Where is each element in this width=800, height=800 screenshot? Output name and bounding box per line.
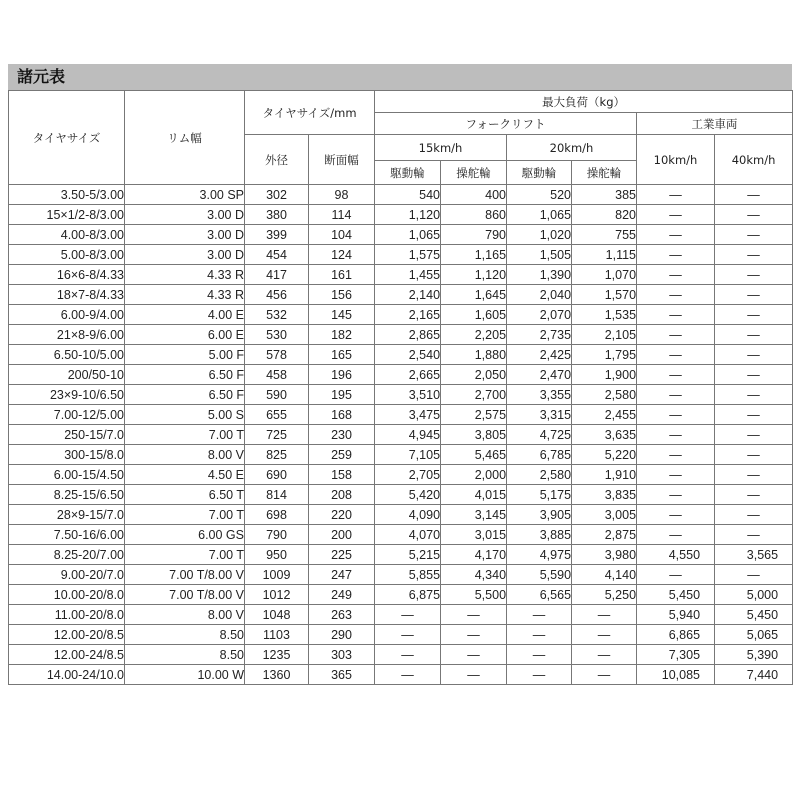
cell-load-15-drive: 3,475 (375, 405, 441, 425)
cell-load-15-steer: 860 (441, 205, 507, 225)
table-row (9, 285, 793, 305)
cell-rim-width: 6.50 T (125, 485, 245, 505)
cell-load-10-industrial: — (637, 465, 715, 485)
cell-load-40-industrial: — (715, 285, 793, 305)
cell-outer-diameter: 698 (245, 505, 309, 525)
cell-load-15-steer: 2,000 (441, 465, 507, 485)
cell-load-40-industrial: — (715, 425, 793, 445)
cell-outer-diameter: 950 (245, 545, 309, 565)
cell-load-20-steer: — (572, 665, 637, 685)
cell-rim-width: 7.00 T/8.00 V (125, 585, 245, 605)
cell-tire-size: 8.25-20/7.00 (9, 545, 125, 565)
cell-load-20-steer: 755 (572, 225, 637, 245)
cell-load-10-industrial: — (637, 225, 715, 245)
cell-load-40-industrial: — (715, 185, 793, 205)
cell-load-20-steer: 1,115 (572, 245, 637, 265)
cell-tire-size: 9.00-20/7.0 (9, 565, 125, 585)
cell-load-10-industrial: 6,865 (637, 625, 715, 645)
cell-load-40-industrial: — (715, 265, 793, 285)
cell-load-15-steer: 1,165 (441, 245, 507, 265)
cell-load-20-drive: 3,885 (507, 525, 572, 545)
cell-outer-diameter: 790 (245, 525, 309, 545)
cell-outer-diameter: 1012 (245, 585, 309, 605)
cell-load-20-drive: 3,315 (507, 405, 572, 425)
cell-load-15-drive: 7,105 (375, 445, 441, 465)
cell-load-15-drive: — (375, 645, 441, 665)
page-title: 諸元表 (8, 64, 792, 90)
cell-load-20-drive: 5,590 (507, 565, 572, 585)
table-row (9, 425, 793, 445)
cell-rim-width: 6.50 F (125, 365, 245, 385)
cell-load-15-steer: 3,015 (441, 525, 507, 545)
cell-load-20-steer: 820 (572, 205, 637, 225)
cell-load-15-steer: 1,120 (441, 265, 507, 285)
cell-rim-width: 7.00 T (125, 505, 245, 525)
cell-load-20-steer: 1,535 (572, 305, 637, 325)
cell-tire-size: 4.00-8/3.00 (9, 225, 125, 245)
cell-load-10-industrial: — (637, 325, 715, 345)
cell-load-20-steer: 2,580 (572, 385, 637, 405)
cell-rim-width: 3.00 D (125, 245, 245, 265)
cell-tire-size: 6.00-15/4.50 (9, 465, 125, 485)
cell-load-40-industrial: — (715, 245, 793, 265)
cell-tire-size: 12.00-24/8.5 (9, 645, 125, 665)
cell-load-10-industrial: — (637, 305, 715, 325)
cell-load-40-industrial: — (715, 205, 793, 225)
cell-load-20-drive: 4,725 (507, 425, 572, 445)
cell-tire-size: 7.00-12/5.00 (9, 405, 125, 425)
cell-load-15-steer: 4,015 (441, 485, 507, 505)
cell-load-10-industrial: 5,940 (637, 605, 715, 625)
cell-section-width: 220 (309, 505, 375, 525)
cell-load-15-drive: 1,575 (375, 245, 441, 265)
cell-load-20-steer: — (572, 605, 637, 625)
cell-rim-width: 3.00 SP (125, 185, 245, 205)
cell-load-20-drive: 520 (507, 185, 572, 205)
cell-outer-diameter: 456 (245, 285, 309, 305)
table-row (9, 185, 793, 205)
cell-load-10-industrial: 4,550 (637, 545, 715, 565)
cell-load-40-industrial: — (715, 225, 793, 245)
header-forklift: フォークリフト (375, 113, 637, 135)
cell-load-40-industrial: 5,450 (715, 605, 793, 625)
cell-rim-width: 7.00 T (125, 425, 245, 445)
cell-load-20-steer: 5,250 (572, 585, 637, 605)
cell-outer-diameter: 590 (245, 385, 309, 405)
cell-load-15-drive: 2,865 (375, 325, 441, 345)
cell-rim-width: 10.00 W (125, 665, 245, 685)
cell-load-20-steer: 3,980 (572, 545, 637, 565)
cell-load-20-drive: 2,735 (507, 325, 572, 345)
cell-tire-size: 5.00-8/3.00 (9, 245, 125, 265)
table-row (9, 505, 793, 525)
cell-section-width: 145 (309, 305, 375, 325)
cell-load-15-drive: 540 (375, 185, 441, 205)
cell-load-15-drive: 2,705 (375, 465, 441, 485)
cell-load-15-steer: 1,605 (441, 305, 507, 325)
cell-load-15-steer: 1,645 (441, 285, 507, 305)
cell-load-40-industrial: — (715, 385, 793, 405)
cell-outer-diameter: 399 (245, 225, 309, 245)
cell-load-15-steer: 790 (441, 225, 507, 245)
cell-load-10-industrial: — (637, 505, 715, 525)
table-row (9, 645, 793, 665)
spec-table (8, 90, 793, 685)
cell-load-40-industrial: — (715, 345, 793, 365)
table-row (9, 585, 793, 605)
cell-outer-diameter: 1009 (245, 565, 309, 585)
cell-load-40-industrial: — (715, 305, 793, 325)
cell-tire-size: 12.00-20/8.5 (9, 625, 125, 645)
cell-section-width: 161 (309, 265, 375, 285)
cell-outer-diameter: 1048 (245, 605, 309, 625)
table-row (9, 385, 793, 405)
cell-load-20-steer: 385 (572, 185, 637, 205)
cell-tire-size: 15×1/2-8/3.00 (9, 205, 125, 225)
cell-section-width: 182 (309, 325, 375, 345)
cell-load-20-drive: — (507, 645, 572, 665)
cell-load-20-steer: — (572, 625, 637, 645)
cell-tire-size: 16×6-8/4.33 (9, 265, 125, 285)
cell-load-15-steer: — (441, 605, 507, 625)
cell-load-20-steer: 2,105 (572, 325, 637, 345)
cell-load-15-drive: — (375, 665, 441, 685)
cell-load-10-industrial: — (637, 425, 715, 445)
cell-rim-width: 4.33 R (125, 285, 245, 305)
cell-tire-size: 11.00-20/8.0 (9, 605, 125, 625)
cell-tire-size: 10.00-20/8.0 (9, 585, 125, 605)
cell-load-10-industrial: — (637, 385, 715, 405)
cell-load-20-drive: 1,390 (507, 265, 572, 285)
cell-section-width: 249 (309, 585, 375, 605)
cell-load-15-drive: 6,875 (375, 585, 441, 605)
cell-load-10-industrial: — (637, 265, 715, 285)
cell-load-40-industrial: — (715, 505, 793, 525)
cell-load-20-steer: 1,910 (572, 465, 637, 485)
cell-section-width: 195 (309, 385, 375, 405)
cell-load-20-drive: 1,065 (507, 205, 572, 225)
cell-load-15-steer: 2,205 (441, 325, 507, 345)
cell-load-40-industrial: — (715, 565, 793, 585)
cell-load-40-industrial: 5,065 (715, 625, 793, 645)
cell-load-40-industrial: — (715, 465, 793, 485)
header-speed-20: 20km/h (507, 135, 637, 161)
cell-load-20-drive: — (507, 625, 572, 645)
cell-load-15-drive: 2,165 (375, 305, 441, 325)
cell-load-20-steer: 4,140 (572, 565, 637, 585)
cell-load-40-industrial: 5,000 (715, 585, 793, 605)
cell-tire-size: 6.50-10/5.00 (9, 345, 125, 365)
cell-load-40-industrial: 3,565 (715, 545, 793, 565)
cell-tire-size: 21×8-9/6.00 (9, 325, 125, 345)
cell-load-10-industrial: 10,085 (637, 665, 715, 685)
header-tire-size: タイヤサイズ (9, 91, 125, 185)
cell-rim-width: 4.33 R (125, 265, 245, 285)
cell-load-20-drive: 2,580 (507, 465, 572, 485)
table-row (9, 225, 793, 245)
table-header (9, 91, 793, 185)
cell-load-40-industrial: — (715, 405, 793, 425)
cell-load-20-drive: 2,470 (507, 365, 572, 385)
cell-section-width: 196 (309, 365, 375, 385)
cell-load-15-drive: 5,215 (375, 545, 441, 565)
table-row (9, 465, 793, 485)
cell-load-40-industrial: 5,390 (715, 645, 793, 665)
cell-rim-width: 3.00 D (125, 225, 245, 245)
cell-section-width: 165 (309, 345, 375, 365)
cell-rim-width: 6.00 E (125, 325, 245, 345)
table-row (9, 205, 793, 225)
cell-outer-diameter: 458 (245, 365, 309, 385)
header-max-load: 最大負荷（kg） (375, 91, 793, 113)
table-row (9, 265, 793, 285)
cell-load-20-drive: 5,175 (507, 485, 572, 505)
cell-load-40-industrial: — (715, 325, 793, 345)
cell-outer-diameter: 532 (245, 305, 309, 325)
cell-outer-diameter: 578 (245, 345, 309, 365)
cell-rim-width: 4.50 E (125, 465, 245, 485)
cell-load-10-industrial: — (637, 185, 715, 205)
cell-load-15-steer: 5,500 (441, 585, 507, 605)
cell-load-20-steer: 3,635 (572, 425, 637, 445)
cell-section-width: 158 (309, 465, 375, 485)
cell-rim-width: 6.00 GS (125, 525, 245, 545)
cell-rim-width: 4.00 E (125, 305, 245, 325)
cell-load-15-steer: — (441, 625, 507, 645)
cell-load-15-drive: 2,665 (375, 365, 441, 385)
header-rim-width: リム幅 (125, 91, 245, 185)
table-body (9, 185, 793, 685)
table-row (9, 525, 793, 545)
table-row (9, 245, 793, 265)
cell-load-40-industrial: — (715, 445, 793, 465)
table-row (9, 405, 793, 425)
cell-section-width: 365 (309, 665, 375, 685)
cell-section-width: 124 (309, 245, 375, 265)
cell-load-15-steer: 1,880 (441, 345, 507, 365)
cell-load-20-steer: 1,900 (572, 365, 637, 385)
cell-outer-diameter: 454 (245, 245, 309, 265)
cell-load-20-drive: 1,505 (507, 245, 572, 265)
cell-load-15-drive: — (375, 625, 441, 645)
cell-tire-size: 8.25-15/6.50 (9, 485, 125, 505)
cell-section-width: 303 (309, 645, 375, 665)
header-tire-size-mm: タイヤサイズ/mm (245, 91, 375, 135)
cell-tire-size: 18×7-8/4.33 (9, 285, 125, 305)
table-row (9, 345, 793, 365)
cell-load-20-drive: 1,020 (507, 225, 572, 245)
cell-load-20-drive: — (507, 605, 572, 625)
header-industrial: 工業車両 (637, 113, 793, 135)
cell-rim-width: 6.50 F (125, 385, 245, 405)
cell-load-15-drive: 4,945 (375, 425, 441, 445)
cell-load-10-industrial: — (637, 205, 715, 225)
cell-load-20-drive: 4,975 (507, 545, 572, 565)
cell-load-15-steer: 3,805 (441, 425, 507, 445)
cell-section-width: 104 (309, 225, 375, 245)
cell-load-10-industrial: 5,450 (637, 585, 715, 605)
cell-load-10-industrial: — (637, 285, 715, 305)
cell-section-width: 156 (309, 285, 375, 305)
cell-tire-size: 28×9-15/7.0 (9, 505, 125, 525)
cell-outer-diameter: 1103 (245, 625, 309, 645)
cell-load-15-steer: 3,145 (441, 505, 507, 525)
cell-tire-size: 300-15/8.0 (9, 445, 125, 465)
cell-load-10-industrial: — (637, 565, 715, 585)
cell-section-width: 259 (309, 445, 375, 465)
cell-load-10-industrial: — (637, 485, 715, 505)
cell-load-15-steer: 2,700 (441, 385, 507, 405)
cell-load-15-steer: 2,050 (441, 365, 507, 385)
cell-section-width: 114 (309, 205, 375, 225)
cell-load-15-drive: 4,070 (375, 525, 441, 545)
cell-load-20-drive: 6,785 (507, 445, 572, 465)
cell-load-20-drive: 2,040 (507, 285, 572, 305)
cell-load-15-steer: 2,575 (441, 405, 507, 425)
cell-load-15-drive: 1,065 (375, 225, 441, 245)
header-speed-10: 10km/h (637, 135, 715, 185)
cell-load-20-drive: 6,565 (507, 585, 572, 605)
cell-load-20-steer: 3,835 (572, 485, 637, 505)
cell-tire-size: 3.50-5/3.00 (9, 185, 125, 205)
header-drive-wheel-15: 駆動輪 (375, 161, 441, 185)
cell-rim-width: 5.00 F (125, 345, 245, 365)
header-steer-wheel-20: 操舵輪 (572, 161, 637, 185)
cell-rim-width: 7.00 T/8.00 V (125, 565, 245, 585)
cell-section-width: 200 (309, 525, 375, 545)
cell-load-20-drive: — (507, 665, 572, 685)
cell-load-15-drive: 3,510 (375, 385, 441, 405)
cell-load-10-industrial: — (637, 365, 715, 385)
header-section-width: 断面幅 (309, 135, 375, 185)
cell-tire-size: 250-15/7.0 (9, 425, 125, 445)
cell-load-15-steer: 5,465 (441, 445, 507, 465)
cell-tire-size: 6.00-9/4.00 (9, 305, 125, 325)
cell-load-15-drive: 2,540 (375, 345, 441, 365)
header-speed-15: 15km/h (375, 135, 507, 161)
cell-load-10-industrial: — (637, 525, 715, 545)
cell-load-10-industrial: — (637, 345, 715, 365)
cell-load-15-steer: 4,170 (441, 545, 507, 565)
cell-outer-diameter: 655 (245, 405, 309, 425)
cell-section-width: 263 (309, 605, 375, 625)
table-row (9, 365, 793, 385)
table-row (9, 545, 793, 565)
cell-section-width: 98 (309, 185, 375, 205)
cell-load-40-industrial: — (715, 485, 793, 505)
table-row (9, 305, 793, 325)
cell-section-width: 168 (309, 405, 375, 425)
header-steer-wheel-15: 操舵輪 (441, 161, 507, 185)
cell-load-15-drive: — (375, 605, 441, 625)
cell-load-20-steer: 1,070 (572, 265, 637, 285)
table-row (9, 485, 793, 505)
cell-outer-diameter: 825 (245, 445, 309, 465)
cell-load-20-drive: 3,355 (507, 385, 572, 405)
cell-load-40-industrial: — (715, 525, 793, 545)
cell-load-15-drive: 2,140 (375, 285, 441, 305)
cell-tire-size: 7.50-16/6.00 (9, 525, 125, 545)
cell-load-15-steer: 400 (441, 185, 507, 205)
cell-rim-width: 3.00 D (125, 205, 245, 225)
cell-outer-diameter: 302 (245, 185, 309, 205)
cell-outer-diameter: 690 (245, 465, 309, 485)
cell-rim-width: 8.50 (125, 645, 245, 665)
cell-rim-width: 8.00 V (125, 605, 245, 625)
cell-load-20-steer: 1,570 (572, 285, 637, 305)
cell-section-width: 225 (309, 545, 375, 565)
cell-load-10-industrial: — (637, 445, 715, 465)
cell-load-15-drive: 1,120 (375, 205, 441, 225)
cell-outer-diameter: 380 (245, 205, 309, 225)
cell-load-20-drive: 3,905 (507, 505, 572, 525)
cell-rim-width: 5.00 S (125, 405, 245, 425)
cell-outer-diameter: 814 (245, 485, 309, 505)
cell-outer-diameter: 725 (245, 425, 309, 445)
cell-rim-width: 7.00 T (125, 545, 245, 565)
cell-load-20-steer: — (572, 645, 637, 665)
cell-outer-diameter: 417 (245, 265, 309, 285)
cell-load-15-steer: — (441, 645, 507, 665)
cell-section-width: 290 (309, 625, 375, 645)
cell-tire-size: 23×9-10/6.50 (9, 385, 125, 405)
table-row (9, 605, 793, 625)
table-row (9, 325, 793, 345)
cell-load-15-drive: 1,455 (375, 265, 441, 285)
cell-load-20-drive: 2,070 (507, 305, 572, 325)
cell-load-10-industrial: — (637, 245, 715, 265)
cell-section-width: 208 (309, 485, 375, 505)
cell-load-20-steer: 2,455 (572, 405, 637, 425)
header-speed-40: 40km/h (715, 135, 793, 185)
cell-rim-width: 8.00 V (125, 445, 245, 465)
cell-load-10-industrial: 7,305 (637, 645, 715, 665)
cell-load-20-drive: 2,425 (507, 345, 572, 365)
header-drive-wheel-20: 駆動輪 (507, 161, 572, 185)
table-row (9, 445, 793, 465)
cell-load-20-steer: 3,005 (572, 505, 637, 525)
cell-load-10-industrial: — (637, 405, 715, 425)
cell-load-20-steer: 1,795 (572, 345, 637, 365)
table-row (9, 665, 793, 685)
cell-outer-diameter: 1235 (245, 645, 309, 665)
cell-tire-size: 14.00-24/10.0 (9, 665, 125, 685)
cell-rim-width: 8.50 (125, 625, 245, 645)
cell-load-40-industrial: — (715, 365, 793, 385)
table-row (9, 565, 793, 585)
cell-load-40-industrial: 7,440 (715, 665, 793, 685)
cell-load-15-drive: 5,855 (375, 565, 441, 585)
header-outer-diameter: 外径 (245, 135, 309, 185)
cell-load-15-drive: 5,420 (375, 485, 441, 505)
cell-section-width: 230 (309, 425, 375, 445)
table-row (9, 625, 793, 645)
cell-load-15-steer: — (441, 665, 507, 685)
cell-section-width: 247 (309, 565, 375, 585)
cell-load-15-drive: 4,090 (375, 505, 441, 525)
cell-tire-size: 200/50-10 (9, 365, 125, 385)
cell-load-15-steer: 4,340 (441, 565, 507, 585)
cell-outer-diameter: 530 (245, 325, 309, 345)
cell-load-20-steer: 2,875 (572, 525, 637, 545)
cell-load-20-steer: 5,220 (572, 445, 637, 465)
cell-outer-diameter: 1360 (245, 665, 309, 685)
